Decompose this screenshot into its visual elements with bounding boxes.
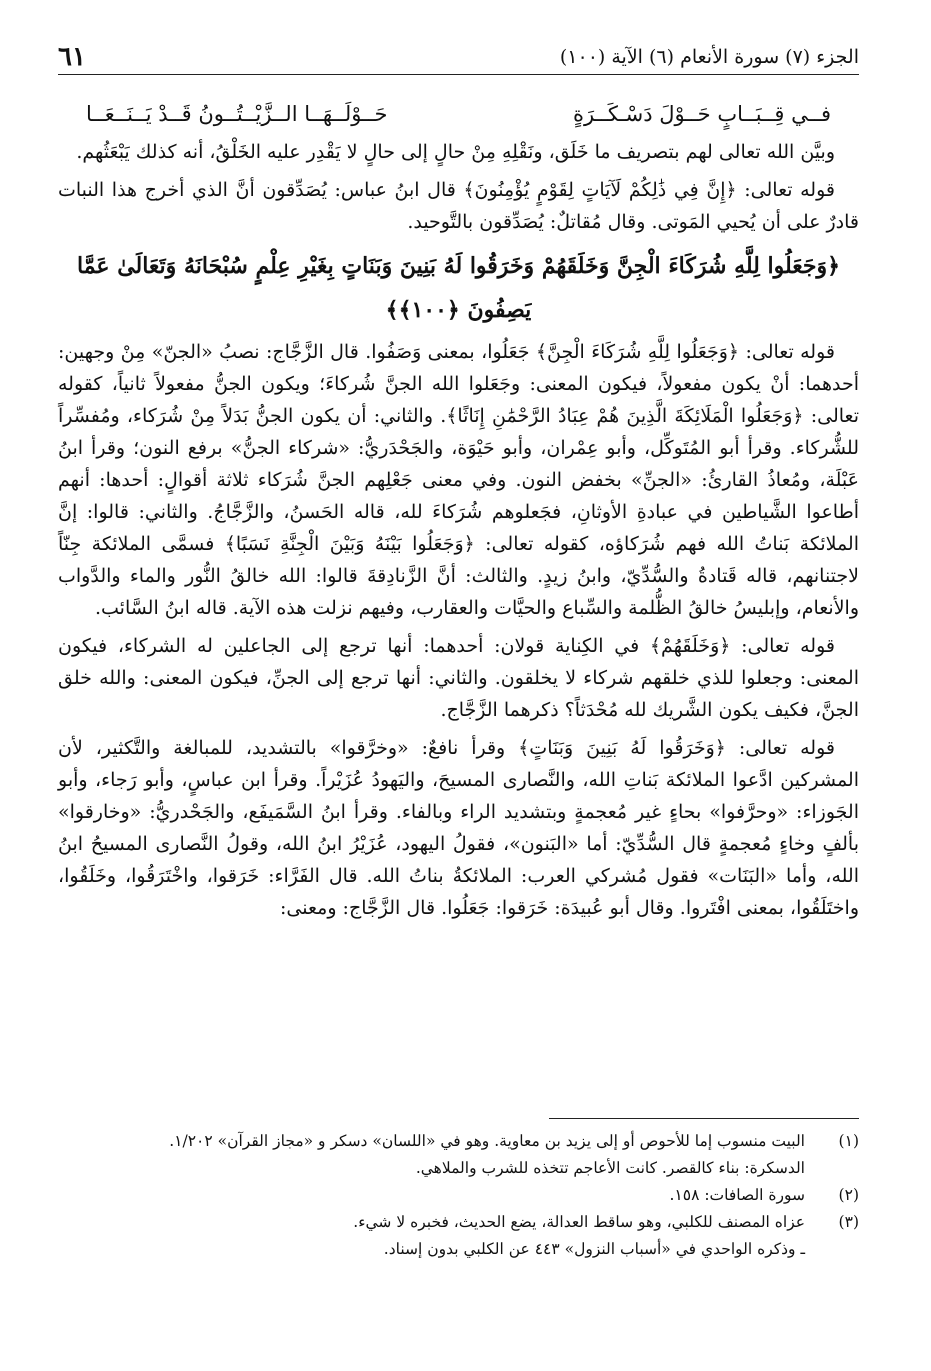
- paragraph: وبيَّن الله تعالى لهم بتصريف ما خَلَق، ونَقْلِهِ مِنْ حالٍ إلى حالٍ لا يَقْدِر عليه الخَلْقُ، أنه كذلك يَبْعَثُهم.: [76, 141, 835, 163]
- footnote: [58, 1155, 859, 1182]
- poem-hemistich-left: حَــوْلَــهَــا الــزَّيْــتُــونُ قَــدْ يَــنَــعَــا: [86, 102, 388, 126]
- running-header: [58, 40, 859, 75]
- footnote: [58, 1182, 859, 1209]
- poem-hemistich-right: فــي قِــبَــابٍ حَــوْلَ دَسْـكَــرَةٍ: [572, 102, 831, 126]
- paragraph: قوله تعالى: ﴿إِنَّ فِي ذَٰلِكُمْ لَآيَاتٍ لِقَوْمٍ يُؤْمِنُونَ﴾ قال ابنُ عباس: يُصَدِّقون أنَّ الذي أخرج هذا النبات قادرٌ على أن يُحيي المَوتى. وقال مُقاتلٌ: يُصَدِّقون بالتَّوحيد.: [58, 179, 859, 233]
- paragraph: قوله تعالى: ﴿وَخَلَقَهُمْ﴾ في الكِناية قولان: أحدهما: أنها ترجع إلى الجاعلين له الشركاء، فيكون المعنى: وجعلوا للذي خلقهم شركاء لا يخلقون. والثاني: أنها ترجع إلى الجنِّ، فيكون المعنى: والله خلق الجنَّ، فكيف يكون الشَّريك لله مُحْدَثاً؟ ذكرهما الزَّجَّاج.: [58, 635, 859, 721]
- header-title: الجزء (٧) سورة الأنعام (٦) الآية (١٠٠): [559, 46, 859, 68]
- footnotes: [58, 1128, 859, 1263]
- footnote-text: سورة الصافات: ١٥٨.: [669, 1186, 805, 1204]
- footnote-number: (٣): [838, 1213, 859, 1231]
- main-text: [58, 98, 859, 930]
- footnote-number: [815, 1155, 859, 1182]
- footnote: [58, 1128, 859, 1155]
- footnote-number: (١): [838, 1132, 859, 1150]
- paragraph: قوله تعالى: ﴿وَجَعَلُوا لِلَّهِ شُرَكَاءَ الْجِنَّ﴾ جَعَلُوا، بمعنى وَصَفُوا. قال الزَّجَّاج: نصبُ «الجنّ» مِنْ وجهين: أحدهما: أنْ يكون مفعولاً، فيكون المعنى: وجَعَلوا الله الجنَّ شُركاءَ؛ ويكون الجنُّ مفعولاً ثانياً، كقوله تعالى: ﴿وَجَعَلُوا الْمَلَائِكَةَ الَّذِينَ هُمْ عِبَادُ الرَّحْمَٰنِ إِنَاثًا﴾. والثاني: أن يكون الجنُّ بَدَلاً مِنْ شُرَكاء، ومُفسِّراً للشُّركاء. وقرأ أبو المُتَوكِّل، وأبو عِمْران، وأبو حَيْوَة، والجَحْدَريُّ: «شركاء الجنُّ» برفع النون؛ وقرأ ابنُ عَبْلَة، ومُعاذُ القارئُ: «الجنِّ» بخفض النون. وفي معنى جَعْلِهم الجنَّ شُرَكاء ثلاثة أقوالٍ: أحدها: أنهم أطاعوا الشَّياطين في عبادةِ الأوثانِ، فجَعلوهم شُرَكاءَ لله، قاله الحَسنُ، والزَّجَّاجُ. والثاني: قالوا: إنَّ الملائكة بَناتُ الله فهم شُرَكاؤه، كقوله تعالى: ﴿وَجَعَلُوا بَيْنَهُ وَبَيْنَ الْجِنَّةِ نَسَبًا﴾ فسمَّى الملائكة جِنّاً لاجتنانهم، قاله قَتادةُ والسُّدِّيّ، وابنُ زيدٍ. والثالث: أنَّ الزَّنادِقةَ قالوا: الله خالقُ النُّور والماء والدَّواب والأنعام، وإبليسُ خالقُ الظُّلمة والسِّباع والحيَّات والعقارب، وفيهم نزلت هذه الآية. قاله ابنُ السَّائب.: [58, 341, 859, 619]
- footnote-text: البيت منسوب إما للأحوص أو إلى يزيد بن معاوية. وهو في «اللسان» دسكر و «مجاز القرآن» ١/٢٠٢.: [169, 1132, 805, 1150]
- page-number: ٦١: [58, 42, 86, 72]
- footnote-separator: [549, 1118, 859, 1119]
- footnote-number: [815, 1236, 859, 1263]
- quran-verse: ﴿وَجَعَلُوا لِلَّهِ شُرَكَاءَ الْجِنَّ وَخَلَقَهُمْ وَخَرَقُوا لَهُ بَنِينَ وَبَنَاتٍ بِغَيْرِ عِلْمٍ سُبْحَانَهُ وَتَعَالَىٰ عَمَّا يَصِفُونَ ﴿١٠٠﴾﴾: [76, 253, 841, 323]
- footnote-text: ـ وذكره الواحدي في «أسباب النزول» ٤٤٣ عن الكلبي بدون إسناد.: [383, 1240, 805, 1258]
- footnote-text: الدسكرة: بناء كالقصر. كانت الأعاجم تتخذه للشرب والملاهي.: [415, 1159, 805, 1177]
- paragraph: قوله تعالى: ﴿وَخَرَقُوا لَهُ بَنِينَ وَبَنَاتٍ﴾ وقرأ نافعٌ: «وخرَّقوا» بالتشديد، للمبالغة والتَّكثير، لأن المشركين ادَّعوا الملائكة بَناتِ الله، والنَّصارى المسيحَ، واليَهودُ عُزَيْراً. وقرأ ابن عباسٍ، وأبو رَجاء، وأبو الجَوزاء: «وحرَّفوا» بحاءٍ غير مُعجمةٍ وبتشديد الراء وبالفاء. وقرأ ابنُ السَّمَيفَع، والجَحْدريُّ: «وخارقوا» بألفٍ وخاءٍ مُعجمةٍ قال السُّدِّيّ: أما «البَنون»، فقولُ اليهود، عُزَيْرُ ابنُ الله، وقولُ النَّصارى المسيحُ ابنُ الله، وأما «البَنَات» فقول مُشركي العرب: الملائكةُ بناتُ الله. قال الفَرَّاء: خَرَقوا، واخْتَرَقُوا، وخَلَقُوا، واختَلَقُوا، بمعنى افْتَروا. وقال أبو عُبيدَة: خَرَقوا: جَعَلُوا. قال الزَّجَّاج: ومعنى:: [58, 737, 859, 919]
- poem-verse: [58, 98, 859, 136]
- footnote-number: (٢): [838, 1186, 859, 1204]
- footnote: [58, 1236, 859, 1263]
- footnote-text: عزاه المصنف للكلبي، وهو ساقط العدالة، يضع الحديث، فخبره لا شيء.: [353, 1213, 805, 1231]
- footnote: [58, 1209, 859, 1236]
